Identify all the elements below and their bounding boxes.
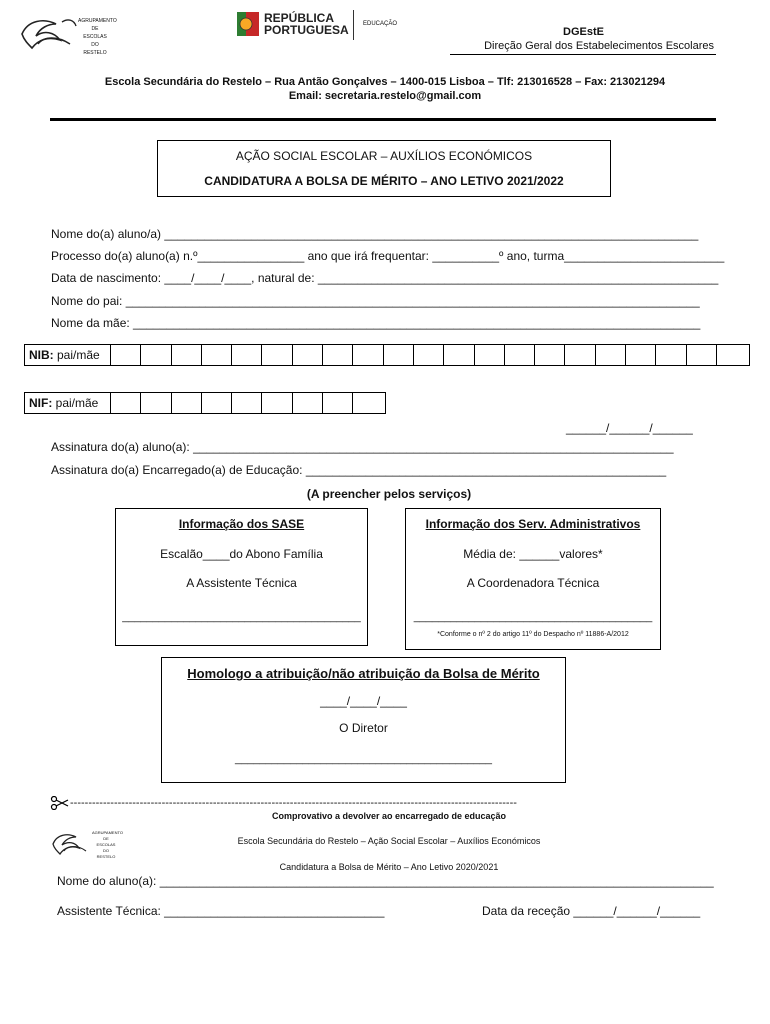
title-box <box>157 140 611 197</box>
nib-cell[interactable] <box>565 345 595 365</box>
nif-cell[interactable] <box>293 393 323 413</box>
nif-cell[interactable] <box>111 393 141 413</box>
agrupamento-logo-icon <box>18 14 80 54</box>
admin-signature-line[interactable]: _______________________________________ <box>413 611 653 623</box>
nif-cell[interactable] <box>323 393 353 413</box>
nib-cell[interactable] <box>475 345 505 365</box>
nome-aluno-field[interactable]: Nome do(a) aluno/a) ________________________________________________________________________________ <box>51 227 699 241</box>
homologo-signature-line[interactable]: __________________________________________ <box>235 753 492 765</box>
admin-box <box>405 508 661 650</box>
nib-grid[interactable] <box>24 344 750 366</box>
nib-label: NIB: pai/mãe <box>25 345 111 365</box>
nib-cell[interactable] <box>414 345 444 365</box>
nif-cell[interactable] <box>232 393 262 413</box>
nib-cell[interactable] <box>323 345 353 365</box>
nif-cell[interactable] <box>353 393 383 413</box>
admin-title: Informação dos Serv. Administrativos <box>425 517 641 531</box>
agrupamento-logo-text: AGRUPAMENTO DE ESCOLAS DO RESTELO <box>78 18 117 56</box>
header-thick-rule <box>50 118 716 121</box>
processo-field[interactable]: Processo do(a) aluno(a) n.º________________ ano que irá frequentar: __________º ano, turma________________________ <box>51 249 725 263</box>
nib-cell[interactable] <box>656 345 686 365</box>
homologo-title: Homologo a atribuição/não atribuição da Bolsa de Mérito <box>187 666 540 681</box>
preencher-servicos: (A preencher pelos serviços) <box>306 487 472 501</box>
admin-coordenadora: A Coordenadora Técnica <box>466 576 600 590</box>
date-field[interactable]: ______/______/______ <box>566 421 693 435</box>
nib-cell[interactable] <box>172 345 202 365</box>
nome-mae-field[interactable]: Nome da mãe: _____________________________________________________________________________________ <box>51 316 701 330</box>
title-line-2: CANDIDATURA A BOLSA DE MÉRITO – ANO LETIVO 2021/2022 <box>204 174 564 188</box>
school-address: Escola Secundária do Restelo – Rua Antão Gonçalves – 1400-015 Lisboa – Tlf: 213016528 – Fax: 213021294 <box>104 76 666 88</box>
comprovativo-school: Escola Secundária do Restelo – Ação Social Escolar – Auxílios Económicos <box>237 836 541 846</box>
nib-cell[interactable] <box>141 345 171 365</box>
nib-cell[interactable] <box>384 345 414 365</box>
sase-escalao[interactable]: Escalão____do Abono Família <box>160 547 323 561</box>
nome-pai-field[interactable]: Nome do pai: ______________________________________________________________________________________ <box>51 294 700 308</box>
republica-emblem-icon <box>235 10 261 40</box>
nib-cell[interactable] <box>202 345 232 365</box>
nif-cell[interactable] <box>262 393 292 413</box>
nif-label: NIF: pai/mãe <box>25 393 111 413</box>
agrupamento-logo-small-text: AGRUPAMENTO DE ESCOLAS DO RESTELO <box>92 830 123 859</box>
nib-cell[interactable] <box>111 345 141 365</box>
nib-cell[interactable] <box>232 345 262 365</box>
nib-cell[interactable] <box>505 345 535 365</box>
title-line-1: AÇÃO SOCIAL ESCOLAR – AUXÍLIOS ECONÓMICOS <box>235 149 533 163</box>
nib-cell[interactable] <box>293 345 323 365</box>
nib-cell[interactable] <box>444 345 474 365</box>
comprovativo-data-rececao[interactable]: Data da receção ______/______/______ <box>482 904 701 918</box>
agrupamento-logo-small-icon <box>50 830 90 858</box>
nif-cell[interactable] <box>141 393 171 413</box>
nib-cell[interactable] <box>596 345 626 365</box>
sase-title: Informação dos SASE <box>178 517 305 531</box>
nif-grid[interactable] <box>24 392 386 414</box>
admin-footnote: *Conforme o nº 2 do artigo 11º do Despacho nº 11886-A/2012 <box>437 631 629 638</box>
nib-cell[interactable] <box>535 345 565 365</box>
assinatura-ee-field[interactable]: Assinatura do(a) Encarregado(a) de Educação: ______________________________________________________ <box>51 463 667 477</box>
sase-assistente: A Assistente Técnica <box>186 576 297 590</box>
republica-logo-text: REPÚBLICA PORTUGUESA <box>264 11 349 37</box>
nib-cell[interactable] <box>262 345 292 365</box>
dgeste-title: DGEstE <box>563 26 604 38</box>
homologo-date[interactable]: ____/____/____ <box>320 694 407 708</box>
logo-divider <box>353 10 354 40</box>
comprovativo-candidatura: Candidatura a Bolsa de Mérito – Ano Letivo 2020/2021 <box>279 862 499 872</box>
nib-cell[interactable] <box>626 345 656 365</box>
comprovativo-title: Comprovativo a devolver ao encarregado de educação <box>271 811 507 821</box>
sase-signature-line[interactable]: _______________________________________ <box>122 611 361 623</box>
comprovativo-nome-aluno[interactable]: Nome do aluno(a): ___________________________________________________________________________________ <box>57 874 714 888</box>
nif-cell[interactable] <box>202 393 232 413</box>
header-rule-right <box>450 54 716 55</box>
school-email: Email: secretaria.restelo@gmail.com <box>288 90 482 102</box>
sase-box <box>115 508 368 646</box>
homologo-diretor: O Diretor <box>339 721 388 735</box>
nib-cell[interactable] <box>353 345 383 365</box>
dgeste-full: Direção Geral dos Estabelecimentos Escolares <box>484 40 714 52</box>
nif-cell[interactable] <box>172 393 202 413</box>
cut-line: -------------------------------------------------------------------------------------------------------------------------- <box>70 797 517 809</box>
comprovativo-assistente[interactable]: Assistente Técnica: _________________________________ <box>57 904 385 918</box>
data-nascimento-field[interactable]: Data de nascimento: ____/____/____, natural de: ____________________________________________________________ <box>51 271 719 285</box>
scissors-icon <box>50 796 70 810</box>
admin-media[interactable]: Média de: ______valores* <box>463 547 603 561</box>
educacao-label: EDUCAÇÃO <box>363 21 398 27</box>
homologo-box <box>161 657 566 783</box>
assinatura-aluno-field[interactable]: Assinatura do(a) aluno(a): ________________________________________________________________________ <box>51 440 674 454</box>
nib-cell[interactable] <box>717 345 747 365</box>
nib-cell[interactable] <box>687 345 717 365</box>
